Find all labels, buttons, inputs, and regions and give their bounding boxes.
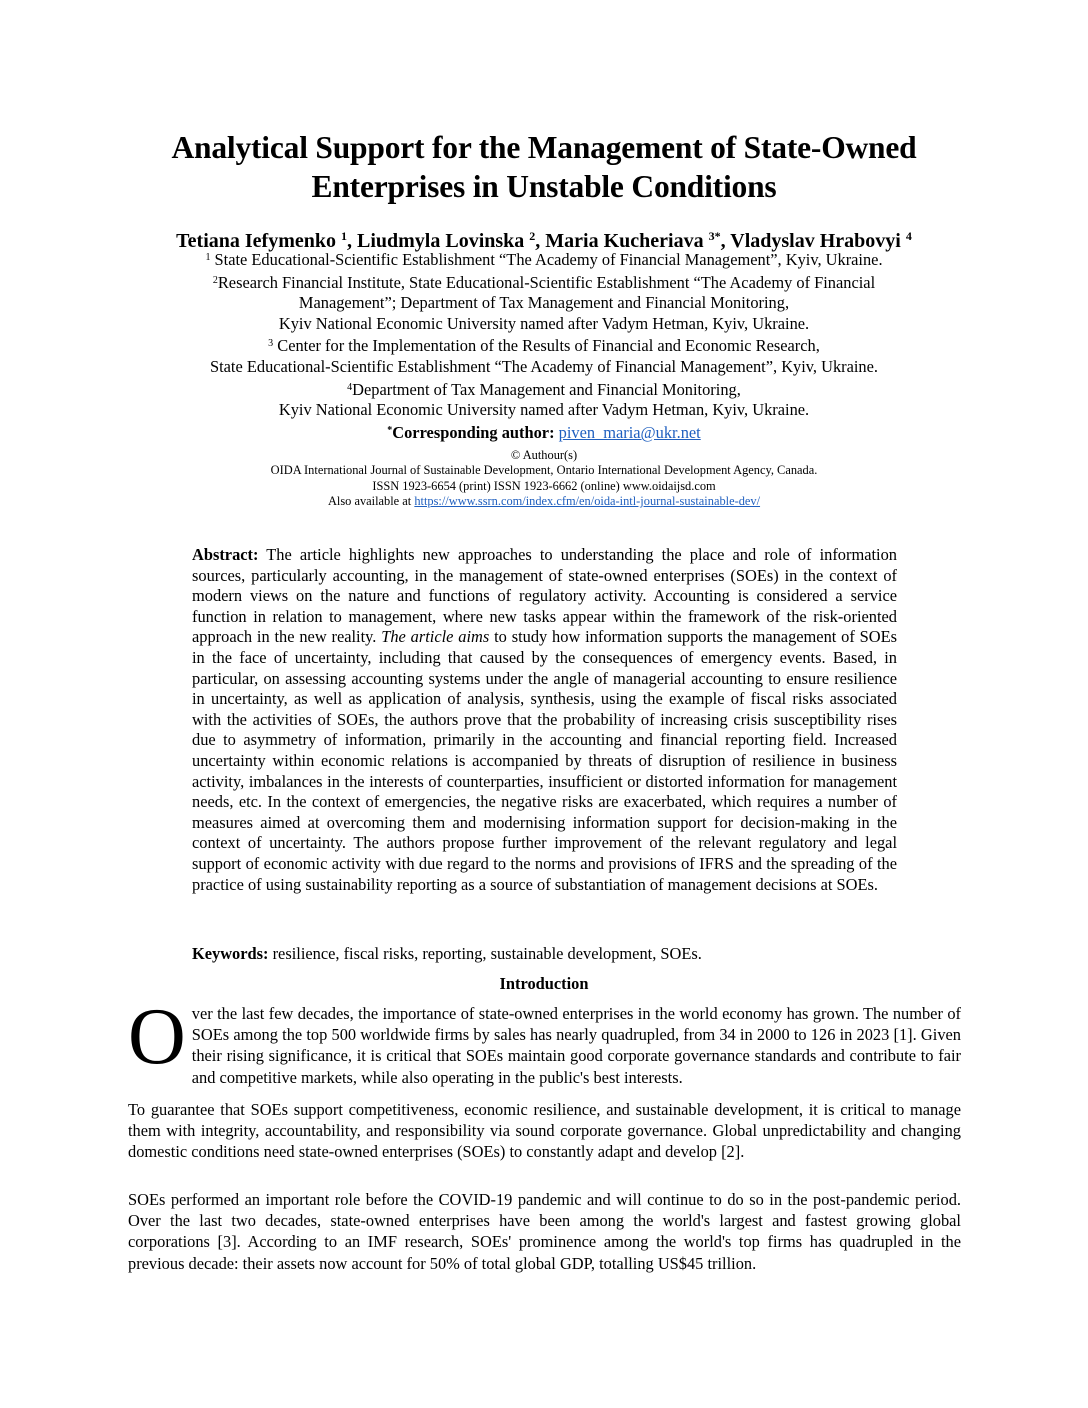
title-line-1: Analytical Support for the Management of State-Owned — [171, 130, 917, 165]
author-affiliation-mark: 1 — [341, 229, 347, 243]
affiliation-text: Department of Tax Management and Financial Monitoring, — [352, 379, 741, 399]
author-name: Liudmyla Lovinska — [357, 230, 525, 252]
affiliation-mark: 1 — [205, 252, 211, 263]
ssrn-link[interactable]: https://www.ssrn.com/index.cfm/en/oida-intl-journal-sustainable-dev/ — [414, 494, 761, 509]
section-heading-introduction: Introduction — [499, 974, 589, 993]
issn: ISSN 1923-6654 (print) ISSN 1923-6662 (online) www.oidaijsd.com — [372, 478, 716, 493]
author-name: Tetiana Iefymenko — [176, 230, 336, 252]
affiliations — [0, 248, 1088, 443]
corresponding-mark: * — [387, 424, 393, 436]
affiliation-text: State Educational-Scientific Establishment “The Academy of Financial Management”, Kyiv, Ukraine. — [214, 250, 883, 269]
paper-title — [0, 128, 1088, 206]
abstract-text: to study how information supports the management of SOEs in the face of uncertainty, including that caused by the consequences of emergency events. Based, in particular, on assessing accounting systems under the angle of managerial accounting to ensure resilience in uncertainty, as well as application of analysis, synthesis, using the example of fiscal risks associated with the activities of SOEs, the authors prove that the probability of increasing crisis susceptibility rises due to asymmetry of information, primarily in the accounting and financial reporting field. Increased uncertainty within economic relations is accompanied by threats of disruption of resilience in business activity, imbalances in the interests of counterparties, insufficient or distorted information for management needs, etc. In the context of emergencies, the negative risks are exacerbated, which requires a number of measures aimed at overcoming them and modernising information support for decision-making in the context of uncertainty. The authors propose further improvement of the relevant regulatory and legal support of economic activity with due regard to the norms and provisions of IFRS and the spreading of the practice of using sustainability reporting as a source of substantiation of management decisions at SOEs. — [192, 627, 897, 894]
affiliation-mark: 3 — [268, 338, 274, 350]
also-available-label: Also available at — [327, 494, 412, 509]
keywords — [192, 944, 897, 965]
affiliation-text: Management”; Department of Tax Management and Financial Monitoring, — [298, 293, 790, 313]
also-available — [0, 494, 1088, 509]
author-list: Tetiana Iefymenko $^1$, Liudmyla Lovinska $^2$, Maria Kucheriava $^{3*}$, Vladyslav Hrabovyi $^4$ — [176, 229, 912, 252]
author-affiliation-mark: 4 — [905, 229, 912, 243]
paragraph-text: ver the last few decades, the importance of state-owned enterprises in the world economy has grown. The number of SOEs among the top 500 worldwide firms by sales has nearly quadrupled, from 34 in 2000 to 126 in 2023 [1]. Given their rising significance, it is critical that SOEs maintain good corporate governance standards and contribute to fair and competitive markets, while also operating in the public's best interests. — [191, 1004, 961, 1087]
journal-name: OIDA International Journal of Sustainable Development, Ontario International Development Agency, Canada. — [270, 463, 818, 478]
author-affiliation-mark: 2 — [529, 229, 536, 243]
affiliation-3 — [0, 334, 1088, 377]
title-line-2: Enterprises in Unstable Conditions — [311, 169, 777, 204]
abstract-text: The article highlights new approaches to understanding the place and role of information sources, particularly accounting, in the management of state-owned enterprises (SOEs) in the context of modern views on the nature and functions of regulatory activity. Accounting is considered a service function in relation to management, where new tasks appear within the framework of the risk-oriented approach in the new reality. — [192, 545, 897, 647]
author-name: Vladyslav Hrabovyi — [730, 230, 901, 252]
copyright: © Authour(s) — [510, 448, 578, 462]
intro-paragraph-1 — [128, 993, 961, 1088]
affiliation-text: Kyiv National Economic University named after Vadym Hetman, Kyiv, Ukraine. — [278, 313, 810, 333]
keywords-text: resilience, fiscal risks, reporting, sustainable development, SOEs. — [272, 944, 702, 963]
affiliation-mark: 4 — [347, 381, 353, 393]
intro-paragraph-3: SOEs performed an important role before the COVID-19 pandemic and will continue to do so in the post-pandemic period. Over the last two decades, state-owned enterprises have been among the world's largest and fastest growing global corporations [3]. According to an IMF research, SOEs' prominence among the world's top firms has quadrupled in the previous decade: their assets now account for 50% of total global GDP, totalling US$45 trillion. — [128, 1190, 961, 1273]
affiliation-2 — [0, 271, 1088, 335]
corresponding-author — [0, 421, 1088, 444]
abstract-aims-label: The article aims — [381, 627, 490, 647]
author-affiliation-mark: 3* — [708, 229, 721, 243]
drop-cap: O — [128, 993, 186, 1081]
corresponding-label: Corresponding author: — [392, 422, 555, 442]
intro-paragraph-2: To guarantee that SOEs support competitiveness, economic resilience, and sustainable development, it is critical to manage them with integrity, accountability, and responsibility via sound corporate governance. Global unpredictability and changing domestic conditions need state-owned enterprises (SOEs) to constantly adapt and develop [2]. — [128, 1100, 961, 1162]
affiliation-text: Kyiv National Economic University named after Vadym Hetman, Kyiv, Ukraine. — [278, 400, 810, 420]
abstract — [192, 545, 897, 895]
affiliation-text: Center for the Implementation of the Results of Financial and Economic Research, — [277, 336, 820, 356]
affiliation-mark: 2 — [212, 274, 218, 286]
affiliation-1 — [0, 248, 1088, 271]
affiliation-text: State Educational-Scientific Establishment “The Academy of Financial Management”, Kyiv, Ukraine. — [209, 356, 878, 376]
publication-info — [0, 448, 1088, 510]
affiliation-text: Research Financial Institute, State Educational-Scientific Establishment “The Academy of Financial — [217, 272, 876, 292]
corresponding-email-link[interactable]: piven_maria@ukr.net — [558, 422, 701, 442]
keywords-label: Keywords: — [192, 944, 269, 963]
abstract-label: Abstract: — [192, 545, 259, 564]
affiliation-4 — [0, 378, 1088, 421]
author-name: Maria Kucheriava — [545, 230, 704, 252]
